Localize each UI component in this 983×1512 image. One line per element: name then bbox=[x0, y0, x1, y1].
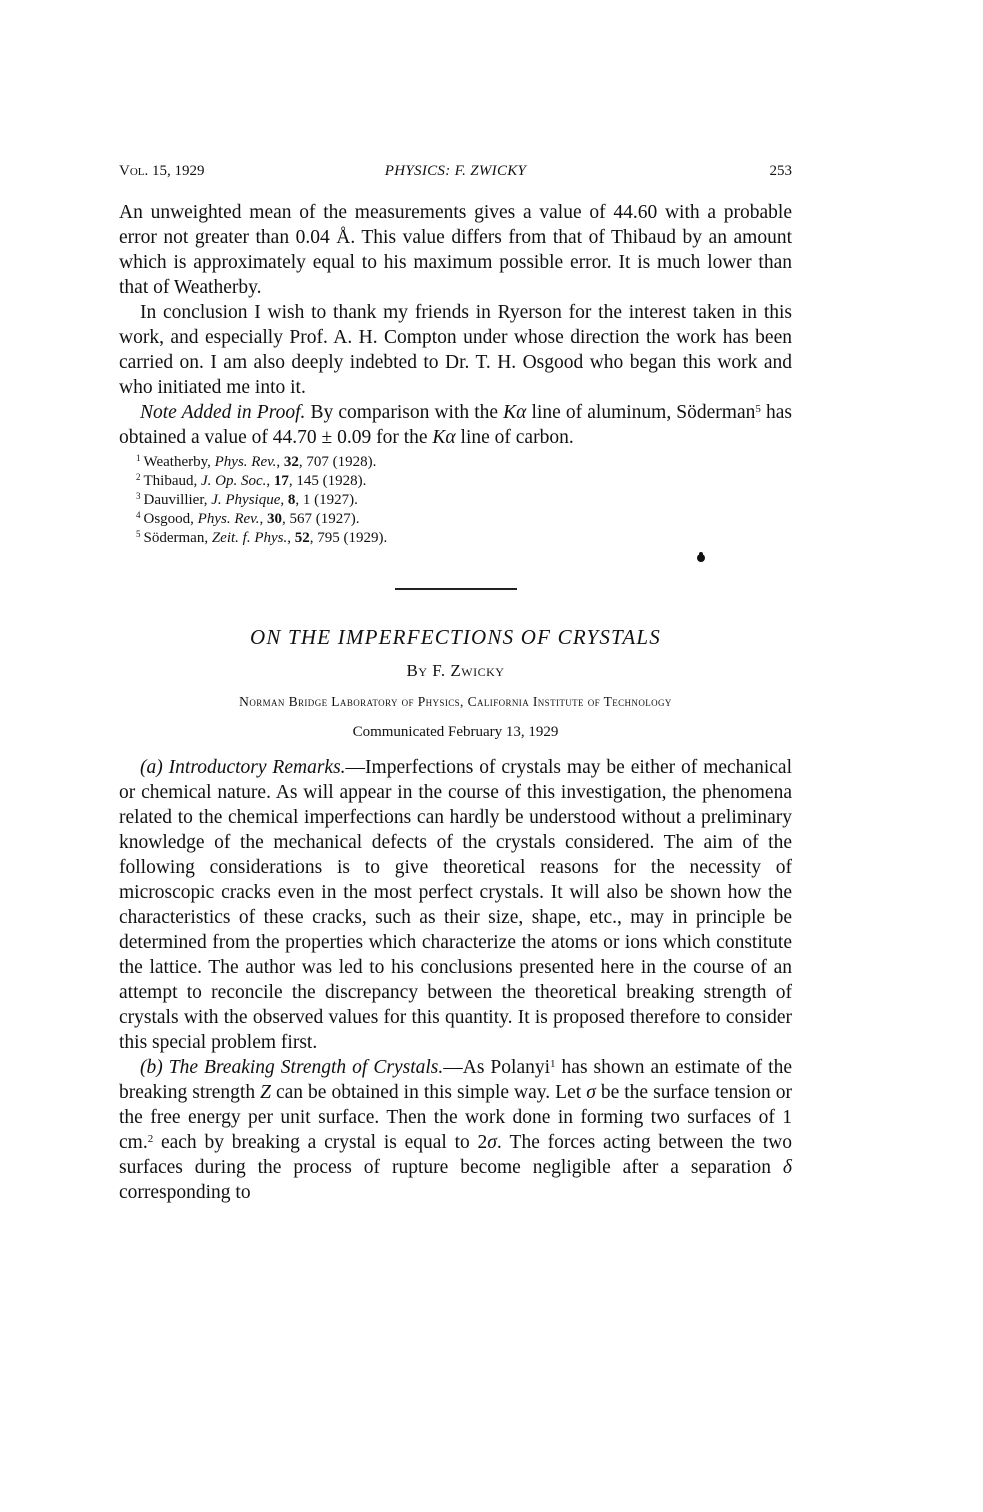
footnote: $^3$ Dauvillier, J. Physique, 8, 1 (1927). bbox=[136, 491, 358, 508]
footnote-ref: 5 bbox=[755, 403, 761, 415]
footnote: $^2$ Thibaud, J. Op. Soc., 17, 145 (1928). bbox=[136, 472, 367, 489]
footnotes bbox=[119, 453, 792, 548]
author-affiliation: Norman Bridge Laboratory of Physics, California Institute of Technology bbox=[239, 694, 672, 709]
section-a-title: Introductory Remarks. bbox=[168, 757, 346, 778]
ink-blot bbox=[697, 554, 705, 562]
paragraph: In conclusion I wish to thank my friends in Ryerson for the interest taken in this work, and especially Prof. A. H. Compton under whose direction the work has been carried on. I am also deeply indebted to Dr. T. H. Osgood who began this work and who initiated me into it. bbox=[119, 302, 792, 398]
footnote: $^4$ Osgood, Phys. Rev., 30, 567 (1927). bbox=[136, 510, 360, 527]
section-b-paragraph: (b) The Breaking Strength of Crystals.—As Polanyi$^1$ has shown an estimate of the breaking strength Z can be obtained in this simple way. Let σ be the surface tension or the free energy per unit surface. Then the work done in forming two surfaces of 1 cm.$^2$ each by breaking a crystal is equal to 2σ. The forces acting between the two surfaces during the process of rupture become negligible after a separation δ corresponding to bbox=[119, 1057, 793, 1203]
running-title: PHYSICS: F. ZWICKY bbox=[384, 163, 527, 179]
note-label: Note Added in Proof. bbox=[140, 402, 306, 423]
footnote: $^5$ Söderman, Zeit. f. Phys., 52, 795 (1929). bbox=[136, 529, 388, 546]
volume-label: Vol. 15, 1929 bbox=[119, 163, 205, 179]
section-divider bbox=[395, 588, 517, 590]
page-content bbox=[119, 158, 792, 1205]
communicated-date: Communicated February 13, 1929 bbox=[352, 724, 559, 740]
previous-article-end bbox=[119, 200, 792, 450]
section-a-label: (a) bbox=[140, 757, 163, 778]
section-a-paragraph: (a) Introductory Remarks.—Imperfections of crystals may be either of mechanical or chemical nature. As will appear in the course of this investigation, the phenomena related to the chemical imperfections can hardly be understood without a preliminary knowledge of the mechanical defects of the crystals considered. The aim of the following considerations is to give theoretical reasons for the necessity of microscopic cracks even in the most perfect crystals. It will also be shown how the characteristics of these cracks, such as their size, shape, etc., may in principle be determined from the properties which characterize the atoms or ions which constitute the lattice. The author was led to his conclusions presented here in the course of an attempt to reconcile the discrepancy between the theoretical breaking strength of crystals with the observed values for this quantity. It is proposed therefore to consider this special problem first. bbox=[119, 757, 792, 1053]
article-title: ON THE IMPERFECTIONS OF CRYSTALS bbox=[250, 625, 661, 649]
section-b-label: (b) bbox=[140, 1057, 163, 1078]
running-head bbox=[119, 158, 792, 184]
page-number: 253 bbox=[769, 163, 792, 179]
section-b-title: The Breaking Strength of Crystals. bbox=[168, 1057, 444, 1078]
footnote-ref: 2 bbox=[147, 1133, 154, 1145]
paragraph: An unweighted mean of the measurements gives a value of 44.60 with a probable error not greater than 0.04 Å. This value differs from that of Thibaud by an amount which is approximately equal to his maximum possible error. It is much lower than that of Weatherby. bbox=[119, 202, 792, 298]
note-added-in-proof: Note Added in Proof. By comparison with the Kα line of aluminum, Söderman$^5$ has obtained a value of 44.70 ± 0.09 for the Kα line of carbon. bbox=[119, 402, 792, 448]
footnote: $^1$ Weatherby, Phys. Rev., 32, 707 (1928). bbox=[136, 453, 377, 470]
article-body bbox=[119, 755, 792, 1205]
author-byline: By F. Zwicky bbox=[406, 661, 505, 680]
footnote-ref: 1 bbox=[550, 1058, 556, 1070]
